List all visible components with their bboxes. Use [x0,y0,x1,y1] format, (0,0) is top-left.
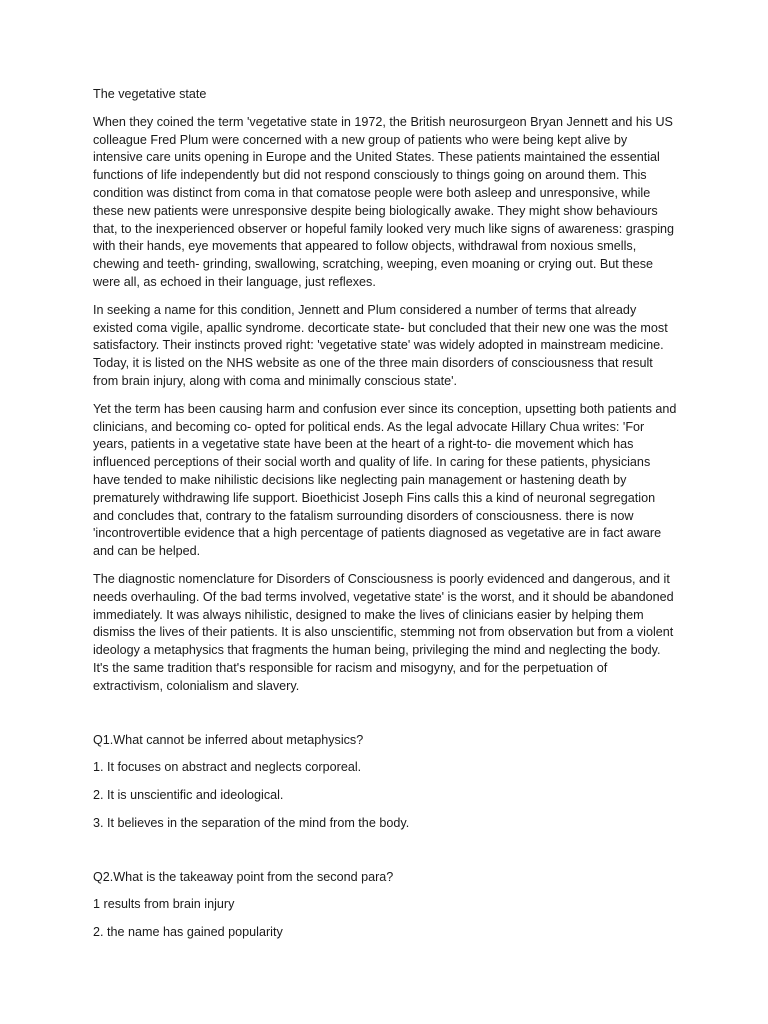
questions-section [93,732,678,943]
paragraph-2: In seeking a name for this condition, Jennett and Plum considered a number of terms that already existed coma vigile, apallic syndrome. decorticate state- but concluded that their new one was the most satisfactory. Their instincts proved right: 'vegetative state' was widely adopted in mainstream medicine. Today, it is listed on the NHS website as one of the three main disorders of consciousness that result from brain injury, along with coma and minimally conscious state'. [93,302,668,388]
question-option: 2. the name has gained popularity [93,925,283,940]
question-prompt: Q2.What is the takeaway point from the second para? [93,869,394,884]
question-option: 1. It focuses on abstract and neglects corporeal. [93,760,362,775]
question-option: 1 results from brain injury [93,897,235,912]
paragraph-4: The diagnostic nomenclature for Disorders of Consciousness is poorly evidenced and dangerous, and it needs overhauling. Of the bad terms involved, vegetative state' is the worst, and it should be abandoned immediately. It was always nihilistic, designed to make the lives of clinicians easier by helping them dismiss the lives of their patients. It is also unscientific, stemming not from observation but from a violent ideology a metaphysics that fragments the human being, privileging the mind and neglecting the body. It's the same tradition that's responsible for racism and misogyny, and for the perpetuation of extractivism, colonialism and slavery. [93,571,674,693]
paragraph-1: When they coined the term 'vegetative state in 1972, the British neurosurgeon Bryan Jennett and his US colleague Fred Plum were concerned with a new group of patients who were being kept alive by intensive care units opening in Europe and the United States. These patients maintained the essential functions of life independently but did not respond consciously to things going on around them. This condition was distinct from coma in that comatose people were both asleep and unresponsive, while these new patients were unresponsive despite being biologically awake. They might show behaviours that, to the inexperienced observer or hopeful family looked very much like signs of awareness: grasping with their hands, eye movements that appeared to follow objects, withdrawal from noxious smells, chewing and teeth- grinding, swallowing, scratching, weeping, even moaning or crying out. But these were all, as echoed in their language, just reflexes. [93,114,675,289]
question-block-1 [93,732,678,833]
question-option: 3. It believes in the separation of the mind from the body. [93,815,410,830]
question-option: 2. It is unscientific and ideological. [93,788,284,803]
document-page [93,86,678,978]
document-title: The vegetative state [93,87,207,101]
question-block-2 [93,869,678,942]
paragraph-3: Yet the term has been causing harm and confusion ever since its conception, upsetting both patients and clinicians, and becoming co- opted for political ends. As the legal advocate Hillary Chua writes: 'For years, patients in a vegetative state have been at the heart of a right-to- die movement which has influenced perceptions of their social worth and quality of life. In caring for these patients, physicians have tended to make nihilistic decisions like neglecting pain management or hastening death by prematurely withdrawing life support. Bioethicist Joseph Fins calls this a kind of neuronal segregation and concludes that, contrary to the fatalism surrounding disorders of consciousness. there is now 'incontrovertible evidence that a high percentage of patients diagnosed as vegetative are in fact aware and can be helped. [93,401,677,559]
question-prompt: Q1.What cannot be inferred about metaphysics? [93,732,364,747]
